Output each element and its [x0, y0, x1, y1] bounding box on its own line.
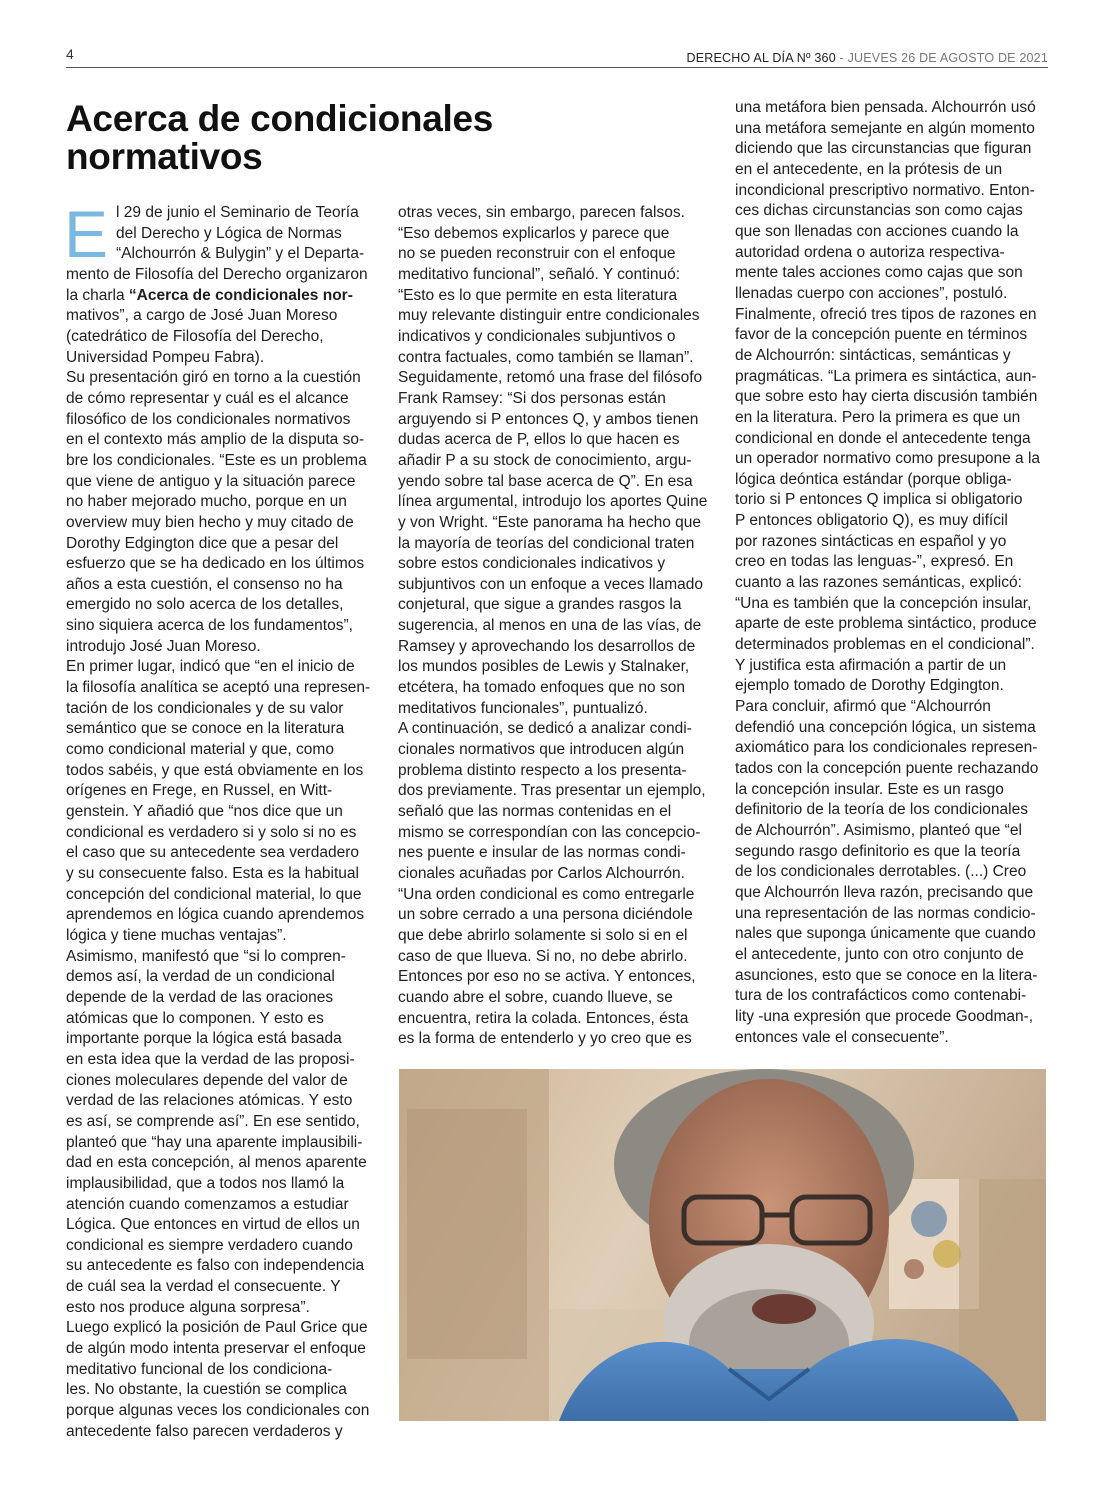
text-line: defendió una concepción lógica, un sistema	[735, 718, 1036, 736]
article-title-line-2: normativos	[66, 136, 263, 177]
text-line: Asimismo, manifestó que “si lo compren-	[66, 947, 346, 965]
text-line: los mundos posibles de Lewis y Stalnaker,	[398, 658, 690, 676]
text-line: atómicas que lo componen. Y esto es	[66, 1009, 324, 1027]
text-line: overview muy bien hecho y muy citado de	[66, 513, 354, 531]
running-header	[687, 51, 1048, 65]
text-line: dad en esta concepción, al menos aparente	[66, 1154, 367, 1172]
text-line: asunciones, esto que se conoce en la litera-	[735, 966, 1038, 984]
text-line: diciendo que las circunstancias que figuran	[735, 140, 1032, 158]
text-line: meditativos funcionales”, puntualizó.	[398, 699, 648, 717]
text-line: un operador normativo como presupone a la	[735, 450, 1041, 468]
text-line: esto nos produce alguna sorpresa”.	[66, 1298, 310, 1316]
text-line: ejemplo tomado de Dorothy Edgington.	[735, 677, 1004, 695]
text-line: añadir P a su stock de conocimiento, argu-	[398, 451, 692, 469]
publication-name: DERECHO AL DÍA Nº 360	[686, 51, 836, 65]
text-line: cuanto a las razones semánticas, explicó:	[735, 574, 1022, 592]
text-line: el caso que su antecedente sea verdadero	[66, 844, 359, 862]
text-line: muy relevante distinguir entre condicionales	[398, 307, 700, 325]
text-line: P entonces obligatorio Q), es muy difícil	[735, 512, 1008, 530]
text-line: que viene de antiguo y la situación parece	[66, 472, 356, 490]
text-line: les. No obstante, la cuestión se complica	[66, 1381, 347, 1399]
text-line: aprendemos en lógica cuando aprendemos	[66, 906, 365, 924]
text-line: cionales acuñadas por Carlos Alchourrón.	[398, 865, 685, 882]
text-line: la concepción insular. Este es un rasgo	[735, 780, 1004, 798]
text-line: importante porque la lógica está basada	[66, 1030, 342, 1048]
text-line: un sobre cerrado a una persona diciéndole	[398, 906, 693, 924]
text-line: tados con la concepción puente rechazando	[735, 760, 1039, 777]
header-separator: -	[835, 51, 848, 65]
text-line: Y justifica esta afirmación a partir de un	[735, 656, 1007, 674]
text-line: lógica deóntica estándar (porque obliga-	[735, 470, 1012, 488]
text-line: línea argumental, introdujo los aportes Quine	[398, 493, 708, 511]
text-line: cionales normativos que introducen algún	[398, 741, 685, 759]
text-line: atención cuando comenzamos a estudiar	[66, 1195, 349, 1213]
text-line: autoridad ordena o autoriza respectiva-	[735, 243, 1005, 261]
text-line: es la forma de entenderlo y yo creo que es	[398, 1030, 692, 1048]
text-line: y su consecuente falso. Esta es la habitual	[66, 865, 359, 882]
article-column-3	[735, 98, 1050, 1048]
text-line: Lógica. Que entonces en virtud de ellos un	[66, 1216, 360, 1234]
article-column-1	[64, 197, 380, 1442]
text-line: “Una es también que la concepción insular,	[735, 594, 1032, 612]
text-line: subjuntivos con un enfoque a veces llamado	[398, 575, 704, 593]
text-line: tación de los condicionales y de su valor	[66, 699, 344, 717]
text-line: que debe abrirlo solamente si solo si en el	[398, 926, 688, 944]
text-line: aparte de este problema sintáctico, produce	[735, 615, 1037, 633]
text-line: entonces vale el consecuente”.	[735, 1028, 949, 1046]
text-line: (catedrático de Filosofía del Derecho,	[66, 327, 324, 345]
text-line: meditativo funcional”, señaló. Y continuó:	[398, 265, 681, 283]
text-line: verdad de las relaciones atómicas. Y esto	[66, 1092, 353, 1110]
text-line: condicional es verdadero si y solo si no es	[66, 823, 357, 841]
text-line: Su presentación giró en torno a la cuestión	[66, 369, 361, 387]
text-line: favor de la concepción puente en términos	[735, 326, 1028, 344]
text-line: el antecedente, junto con otro conjunto de	[735, 945, 1024, 963]
text-line: de Alchourrón: sintácticas, semánticas y	[735, 346, 1011, 364]
text-line: Luego explicó la posición de Paul Grice que	[66, 1319, 368, 1337]
text-line: lity -una expresión que procede Goodman-,	[735, 1007, 1034, 1025]
text-line: l 29 de junio el Seminario de Teoría	[116, 204, 359, 221]
text-line: yendo sobre tal base acerca de Q”. En esa	[398, 472, 693, 490]
text-line: la filosofía analítica se aceptó una represen-	[66, 679, 371, 697]
speaker-photo-image	[399, 1069, 1046, 1421]
text-line: Para concluir, afirmó que “Alchourrón	[735, 698, 991, 716]
text-line: su antecedente es falso con independencia	[66, 1257, 365, 1275]
text-line: encuentra, retira la colada. Entonces, ésta	[398, 1009, 689, 1027]
text-line: por razones sintácticas en español y yo	[735, 532, 1007, 550]
text-line: de cómo representar y cuál es el alcance	[66, 389, 349, 407]
text-line: sobre estos condicionales indicativos y	[398, 555, 666, 573]
text-line: incondicional prescriptivo normativo. Enton-	[735, 181, 1035, 199]
drop-cap: E	[64, 197, 109, 271]
text-line: creo en todas las lenguas-”, expresó. En	[735, 553, 1014, 571]
text-line: nes puente e insular de las normas condi-	[398, 844, 686, 862]
text-line: Entonces por eso no se activa. Y entonces,	[398, 968, 696, 986]
text-line: Dorothy Edgington dice que a pesar del	[66, 534, 339, 552]
text-line: nales que suponga únicamente que cuando	[735, 925, 1036, 943]
text-line: Finalmente, ofreció tres tipos de razones en	[735, 305, 1037, 323]
text-line: una metáfora semejante en algún momento	[735, 119, 1035, 137]
text-line: meditativo funcional de los condiciona-	[66, 1360, 333, 1378]
text-line: torio si P entonces Q implica si obligatorio	[735, 491, 1023, 509]
text-line: Seguidamente, retomó una frase del filósofo	[398, 369, 703, 387]
text-line: y von Wright. “Este panorama ha hecho que	[398, 513, 701, 531]
text-line: problema distinto respecto a los presenta-	[398, 761, 687, 779]
text-line: Frank Ramsey: “Si dos personas están	[398, 389, 666, 407]
text-line: depende de la verdad de las oraciones	[66, 988, 334, 1006]
text-line: Ramsey y aprovechando los desarrollos de	[398, 637, 696, 655]
text-line: filosófico de los condicionales normativos	[66, 410, 351, 428]
header-rule	[66, 67, 1048, 68]
text-line: planteó que “hay una aparente implausibili-	[66, 1133, 363, 1151]
text-line: una representación de las normas condicio-	[735, 904, 1036, 922]
text-line: es así, se comprende así”. En ese sentido,	[66, 1112, 360, 1130]
text-line: que Alchourrón lleva razón, precisando que	[735, 883, 1034, 901]
text-line: cuando abre el sobre, cuando llueve, se	[398, 988, 673, 1006]
text-line: concepción del condicional material, lo que	[66, 885, 362, 903]
text-line: “Alchourrón & Bulygin” y el Departa-	[116, 245, 365, 263]
text-line: A continuación, se dedicó a analizar condi-	[398, 720, 692, 738]
text-line: indicativos y condicionales subjuntivos o	[398, 327, 676, 345]
text-line: semántico que se conoce en la literatura	[66, 720, 345, 738]
page-number: 4	[66, 46, 74, 62]
text-line: la charla “Acerca de condicionales nor-	[66, 286, 353, 304]
text-line: en el antecedente, en la prótesis de un	[735, 160, 1003, 178]
text-line: antecedente falso parecen verdaderos y	[66, 1422, 343, 1440]
text-line: condicional en donde el antecedente tenga	[735, 429, 1031, 447]
text-line: “Una orden condicional es como entregarle	[398, 885, 695, 903]
text-line: emergido no solo acerca de los detalles,	[66, 596, 344, 614]
text-line: condicional es siempre verdadero cuando	[66, 1236, 353, 1254]
text-line: mente tales acciones como cajas que son	[735, 264, 1023, 282]
text-line: pragmáticas. “La primera es sintáctica, aun-	[735, 367, 1037, 385]
text-line: que son llenadas con acciones cuando la	[735, 222, 1019, 240]
article-title	[66, 100, 686, 176]
text-line: mativos”, a cargo de José Juan Moreso	[66, 307, 338, 325]
text-line: axiomático para los condicionales represen-	[735, 739, 1038, 757]
text-line: arguyendo si P entonces Q, y ambos tienen	[398, 410, 699, 428]
text-line: de cuál sea la verdad el consecuente. Y	[66, 1278, 341, 1296]
text-line: de Alchourrón”. Asimismo, planteó que “el	[735, 821, 1022, 839]
text-line: llenadas cuerpo con acciones”, postuló.	[735, 284, 1008, 302]
text-line: otras veces, sin embargo, parecen falsos.	[398, 204, 685, 221]
text-line: sugerencia, al menos en una de las vías, de	[398, 617, 702, 635]
text-line: del Derecho y Lógica de Normas	[116, 224, 342, 242]
text-line: En primer lugar, indicó que “en el inicio de	[66, 658, 355, 676]
text-line: como condicional material y que, como	[66, 741, 334, 759]
text-line: ciones moleculares depende del valor de	[66, 1071, 348, 1089]
article-column-2	[398, 203, 712, 1050]
text-line: todos sabéis, y que está obviamente en los	[66, 761, 364, 779]
text-line: mento de Filosofía del Derecho organizaron	[66, 265, 368, 283]
text-line: ces dichas circunstancias son como cajas	[735, 202, 1023, 220]
text-line: determinados problemas en el condicional”.	[735, 636, 1035, 654]
text-line: orígenes en Frege, en Russel, en Witt-	[66, 782, 333, 800]
text-line: en el contexto más amplio de la disputa so-	[66, 431, 365, 449]
speaker-photo	[399, 1069, 1046, 1421]
text-line: no se pueden reconstruir con el enfoque	[398, 245, 676, 263]
text-line: caso de que llueva. Si no, no debe abrirlo.	[398, 947, 688, 965]
text-line: la mayoría de teorías del condicional traten	[398, 534, 695, 552]
text-line: dudas acerca de P, ellos lo que hacen es	[398, 431, 680, 449]
text-line: una metáfora bien pensada. Alchourrón usó	[735, 99, 1036, 116]
text-line: sino siquiera acerca de los fundamentos”,	[66, 617, 353, 635]
text-line: que sobre esto hay cierta discusión también	[735, 388, 1038, 406]
text-line: señaló que las normas contenidas en el	[398, 803, 672, 821]
text-line: de algún modo intenta preservar el enfoque	[66, 1340, 366, 1358]
text-line: conjetural, que sigue a grandes rasgos la	[398, 596, 682, 614]
text-line: Universidad Pompeu Fabra).	[66, 348, 265, 366]
text-line: etcétera, ha tomado enfoques que no son	[398, 679, 685, 697]
text-line: en esta idea que la verdad de las proposi-	[66, 1050, 355, 1068]
text-line: definitorio de la teoría de los condicionales	[735, 801, 1028, 819]
text-line: porque algunas veces los condicionales con	[66, 1402, 370, 1420]
text-line: introdujo José Juan Moreso.	[66, 637, 261, 655]
article-title-line-1: Acerca de condicionales	[66, 98, 494, 139]
issue-date: JUEVES 26 DE AGOSTO DE 2021	[847, 51, 1048, 65]
text-line: dos previamente. Tras presentar un ejemplo,	[398, 782, 706, 800]
text-line: lógica y tiene muchas ventajas”.	[66, 926, 287, 944]
text-line: demos así, la verdad de un condicional	[66, 968, 335, 986]
text-line: implausibilidad, que a todos nos llamó la	[66, 1174, 345, 1192]
text-line: no haber mejorado mucho, porque en un	[66, 493, 347, 511]
text-line: bre los condicionales. “Este es un problema	[66, 451, 367, 469]
text-line: “Esto es lo que permite en esta literatura	[398, 286, 678, 304]
text-line: de los condicionales derrotables. (...) Creo	[735, 863, 1027, 881]
text-line: años a esta cuestión, el consenso no ha	[66, 575, 343, 593]
text-line: en la literatura. Pero la primera es que un	[735, 408, 1021, 426]
text-line: segundo rasgo definitorio es que la teoría	[735, 842, 1021, 860]
text-line: genstein. Y añadió que “nos dice que un	[66, 803, 343, 821]
text-line: tura de los contrafácticos como contenabi-	[735, 987, 1027, 1005]
text-line: “Eso debemos explicarlos y parece que	[398, 224, 670, 242]
text-line: contra factuales, como también se llaman”.	[398, 348, 694, 366]
text-line: esfuerzo que se ha dedicado en los últimos	[66, 555, 365, 573]
text-line: mismo se correspondían con las concepcio-	[398, 823, 701, 841]
